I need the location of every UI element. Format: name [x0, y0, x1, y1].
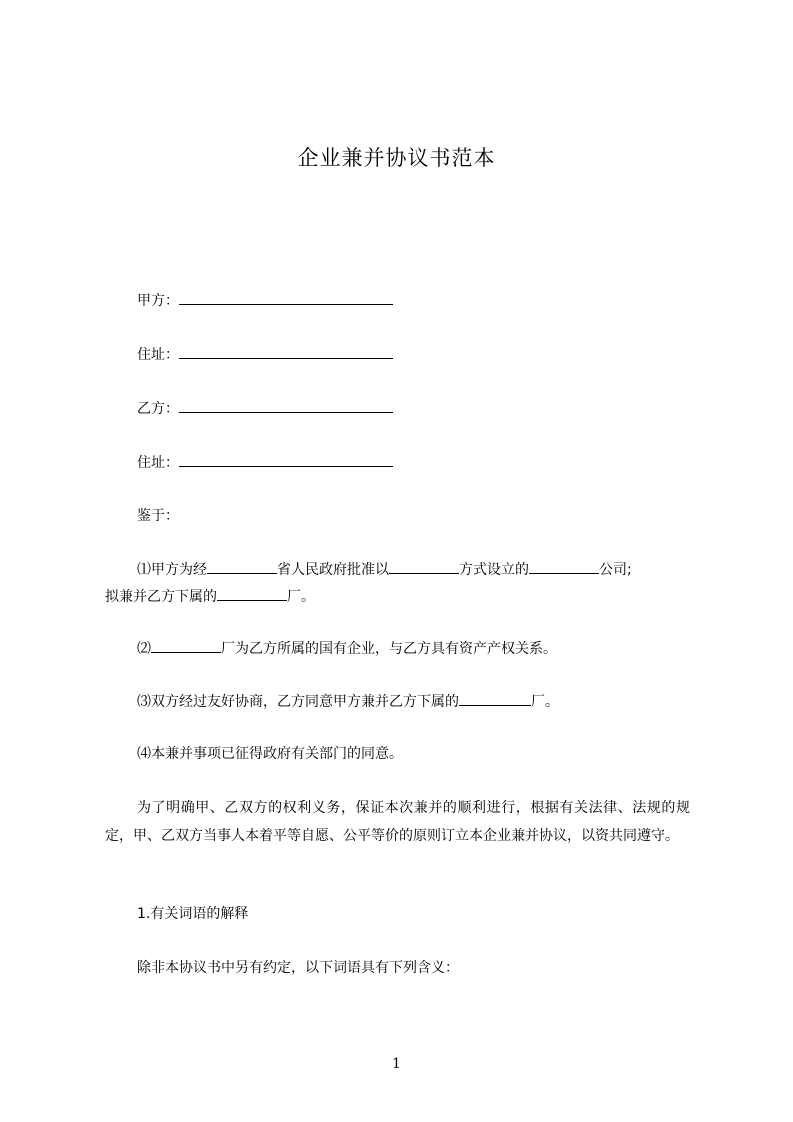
party-a-label: 甲方： — [137, 293, 179, 309]
factory-blank-1 — [217, 586, 287, 601]
item-1-text-c: 公司; — [599, 562, 632, 578]
item-1-text-a: 省人民政府批准以 — [277, 562, 389, 578]
party-a-field — [137, 290, 393, 311]
item-3-suffix: 厂。 — [531, 694, 559, 710]
address-b-label: 住址： — [137, 455, 179, 471]
item-2-suffix: 厂为乙方所属的国有企业，与乙方具有资产产权关系。 — [221, 641, 557, 657]
address-b-blank — [179, 452, 393, 467]
purpose-paragraph: 为了明确甲、乙双方的权利义务，保证本次兼并的顺利进行，根据有关法律、法规的规定，甲、乙双方当事人本着平等自愿、公平等价的原则订立本企业兼并协议，以资共同遵守。 — [105, 800, 690, 844]
party-a-blank — [179, 290, 393, 305]
company-blank — [529, 559, 599, 574]
item-3-prefix: ⑶双方经过友好协商，乙方同意甲方兼并乙方下属的 — [137, 694, 459, 710]
whereas-item-2 — [137, 638, 557, 659]
whereas-item-1-line-2 — [105, 586, 315, 607]
party-b-blank — [179, 398, 393, 413]
address-a-blank — [179, 344, 393, 359]
item-1-line-2-prefix: 拟兼并乙方下属的 — [105, 589, 217, 605]
item-1-prefix: ⑴甲方为经 — [137, 562, 207, 578]
factory-blank-2 — [151, 638, 221, 653]
document-title: 企业兼并协议书范本 — [297, 146, 496, 170]
whereas-item-4: ⑷本兼并事项已征得政府有关部门的同意。 — [137, 746, 403, 762]
item-1-text-b: 方式设立的 — [459, 562, 529, 578]
whereas-item-3 — [137, 691, 559, 712]
section-1-heading: 1.有关词语的解释 — [137, 906, 249, 922]
factory-blank-3 — [459, 691, 531, 706]
province-blank — [207, 559, 277, 574]
party-b-field — [137, 398, 393, 419]
method-blank — [389, 559, 459, 574]
address-b-field — [137, 452, 393, 473]
address-a-field — [137, 344, 393, 365]
item-2-prefix: ⑵ — [137, 641, 151, 657]
party-b-label: 乙方： — [137, 401, 179, 417]
whereas-label: 鉴于： — [137, 508, 179, 524]
definitions-intro: 除非本协议书中另有约定，以下词语具有下列含义： — [137, 960, 459, 976]
item-1-line-2-suffix: 厂。 — [287, 589, 315, 605]
page-number: 1 — [392, 1056, 401, 1072]
address-a-label: 住址： — [137, 347, 179, 363]
whereas-item-1-line-1 — [137, 559, 632, 580]
